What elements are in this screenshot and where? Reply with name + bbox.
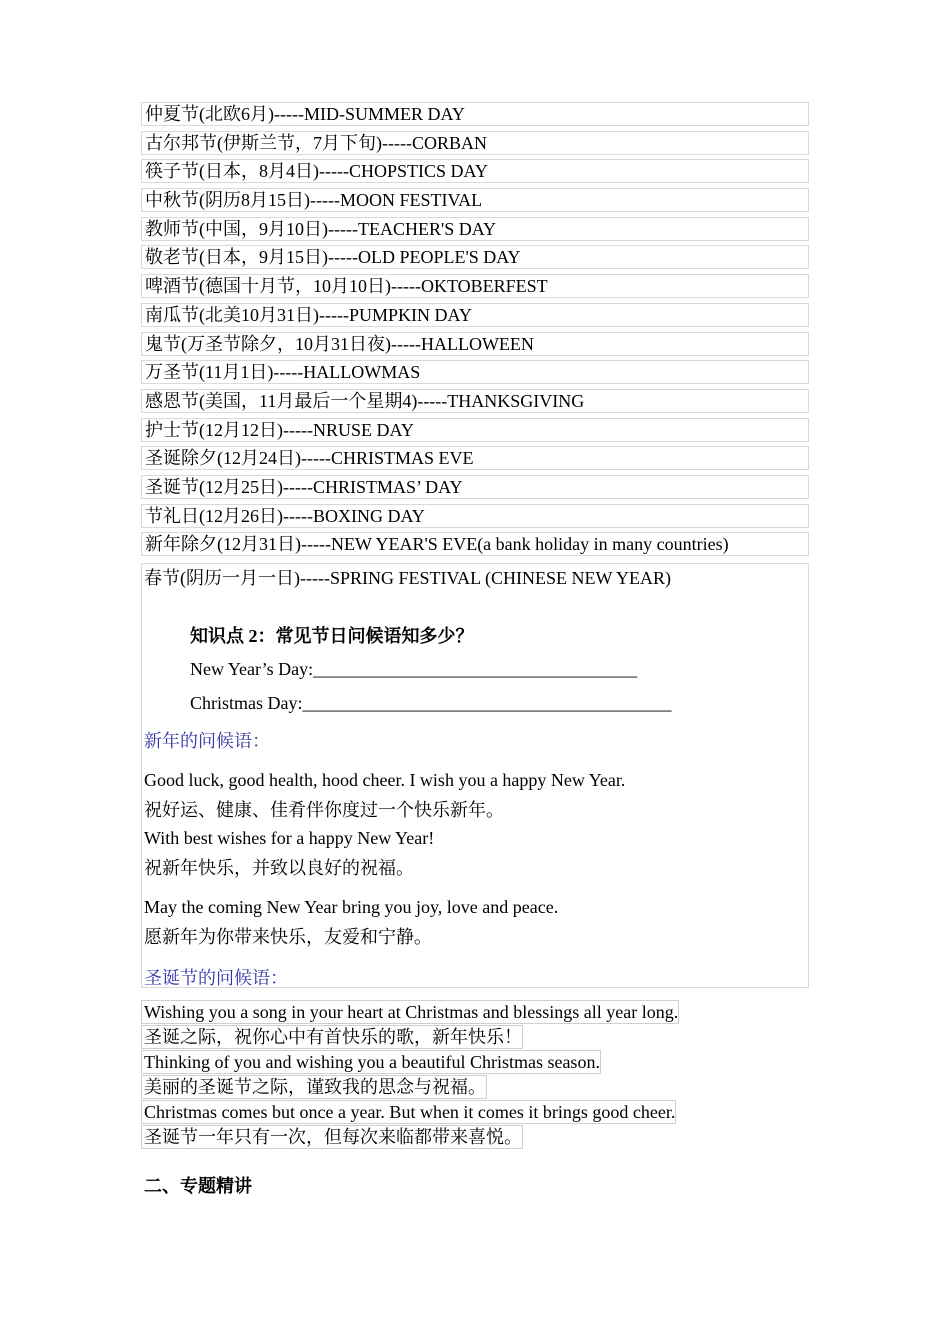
- festival-row: 节礼日(12月26日)-----BOXING DAY: [141, 504, 809, 528]
- festival-table: [141, 102, 809, 561]
- festival-row: 圣诞除夕(12月24日)-----CHRISTMAS EVE: [141, 446, 809, 470]
- spring-festival-row: 春节(阴历一月一日)-----SPRING FESTIVAL (CHINESE NEW YEAR): [144, 568, 671, 588]
- festival-row: 中秋节(阴历8月15日)-----MOON FESTIVAL: [141, 188, 809, 212]
- christmas-prompt: Christmas Day:_________________________________________: [190, 693, 672, 713]
- festival-row: 啤酒节(德国十月节，10月10日)-----OKTOBERFEST: [141, 274, 809, 298]
- christmas-greeting-line: 圣诞之际，祝你心中有首快乐的歌，新年快乐！: [141, 1025, 523, 1049]
- christmas-greeting-line: Wishing you a song in your heart at Christmas and blessings all year long.: [141, 1000, 679, 1024]
- christmas-greeting-line: 美丽的圣诞节之际，谨致我的思念与祝福。: [141, 1075, 487, 1099]
- festival-row: 圣诞节(12月25日)-----CHRISTMAS’ DAY: [141, 475, 809, 499]
- festival-row: 古尔邦节(伊斯兰节，7月下旬)-----CORBAN: [141, 131, 809, 155]
- christmas-greeting-line: Christmas comes but once a year. But when it comes it brings good cheer.: [141, 1100, 676, 1124]
- knowledge-point-title: 知识点 2：常见节日问候语知多少？: [190, 626, 474, 646]
- christmas-greeting-line: Thinking of you and wishing you a beautiful Christmas season.: [141, 1050, 601, 1074]
- christmas-greeting-line: 圣诞节一年只有一次，但每次来临都带来喜悦。: [141, 1125, 523, 1149]
- greeting-en: May the coming New Year bring you joy, love and peace.: [144, 897, 559, 917]
- greeting-zh: 祝好运、健康、佳肴伴你度过一个快乐新年。: [144, 800, 504, 820]
- festival-row: 新年除夕(12月31日)-----NEW YEAR'S EVE(a bank holiday in many countries): [141, 532, 809, 556]
- greeting-en: Good luck, good health, hood cheer. I wish you a happy New Year.: [144, 770, 626, 790]
- festival-row: 筷子节(日本，8月4日)-----CHOPSTICS DAY: [141, 159, 809, 183]
- festival-row: 护士节(12月12日)-----NRUSE DAY: [141, 418, 809, 442]
- festival-row: 教师节(中国，9月10日)-----TEACHER'S DAY: [141, 217, 809, 241]
- greeting-en: With best wishes for a happy New Year!: [144, 828, 435, 848]
- festival-row: 敬老节(日本，9月15日)-----OLD PEOPLE'S DAY: [141, 245, 809, 269]
- greeting-zh: 愿新年为你带来快乐，友爱和宁静。: [144, 927, 432, 947]
- festival-row: 南瓜节(北美10月31日)-----PUMPKIN DAY: [141, 303, 809, 327]
- festival-row: 万圣节(11月1日)-----HALLOWMAS: [141, 360, 809, 384]
- festival-row: 感恩节(美国，11月最后一个星期4)-----THANKSGIVING: [141, 389, 809, 413]
- new-year-heading: 新年的问候语：: [144, 731, 270, 751]
- festival-row: 仲夏节(北欧6月)-----MID-SUMMER DAY: [141, 102, 809, 126]
- new-year-prompt: New Year’s Day:____________________________________: [190, 659, 638, 679]
- section-title: 二、专题精讲: [144, 1176, 252, 1196]
- greeting-zh: 祝新年快乐，并致以良好的祝福。: [144, 858, 414, 878]
- christmas-heading: 圣诞节的问候语：: [144, 968, 288, 988]
- festival-row: 鬼节(万圣节除夕，10月31日夜)-----HALLOWEEN: [141, 332, 809, 356]
